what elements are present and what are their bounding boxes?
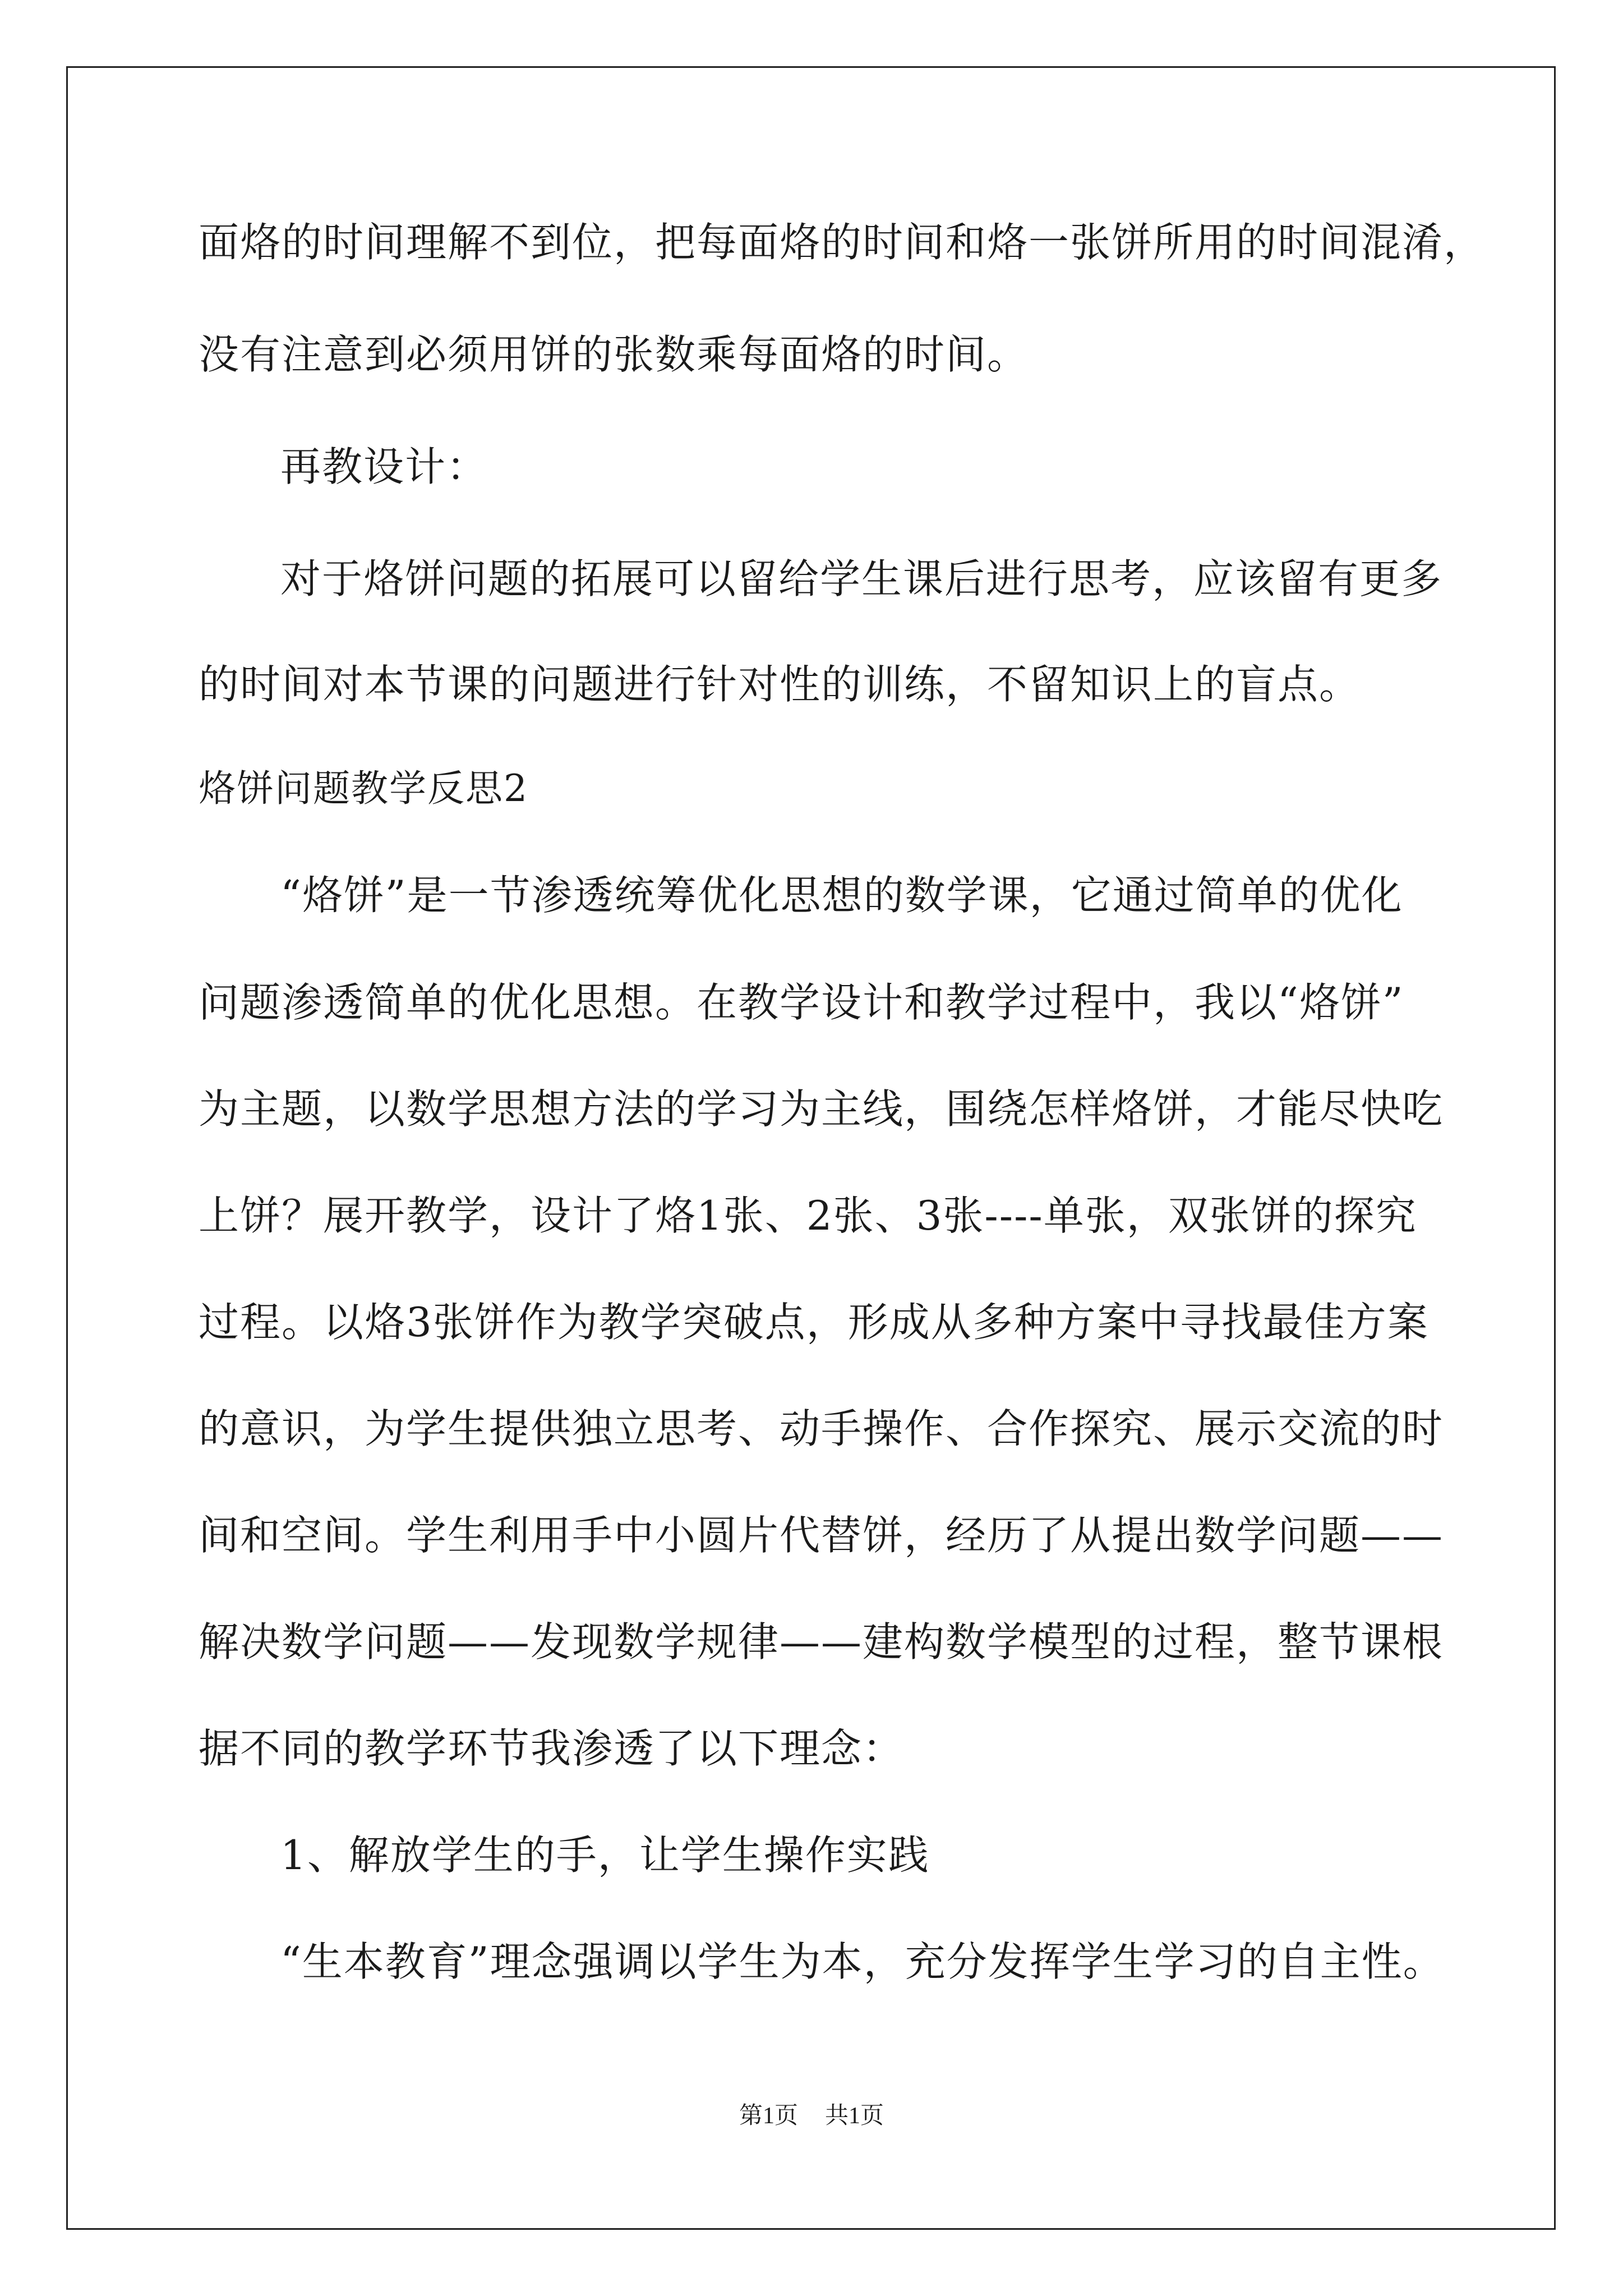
page-border <box>66 66 1556 2230</box>
body-text-line: “生本教育”理念强调以学生为本，充分发挥学生学习的自主性。 <box>280 1938 1445 1985</box>
body-text-line: 解决数学问题——发现数学规律——建构数学模型的过程，整节课根 <box>199 1618 1444 1665</box>
body-text-line: 没有注意到必须用饼的张数乘每面烙的时间。 <box>199 331 1029 378</box>
body-text-line: 问题渗透简单的优化思想。在教学设计和教学过程中，我以“烙饼” <box>199 979 1404 1026</box>
section-heading: 烙饼问题教学反思2 <box>199 767 528 810</box>
body-text-line: 对于烙饼问题的拓展可以留给学生课后进行思考，应该留有更多 <box>280 555 1443 602</box>
list-item-heading: 1、解放学生的手，让学生操作实践 <box>280 1832 930 1879</box>
section-label: 再教设计： <box>280 443 488 490</box>
body-text-line: 面烙的时间理解不到位，把每面烙的时间和烙一张饼所用的时间混淆， <box>199 219 1486 266</box>
page-footer <box>0 2099 1623 2133</box>
body-text-line: 据不同的教学环节我渗透了以下理念： <box>199 1725 905 1772</box>
body-text-line: 为主题，以数学思想方法的学习为主线，围绕怎样烙饼，才能尽快吃 <box>199 1085 1444 1133</box>
body-text-line: 过程。以烙3张饼作为教学突破点，形成从多种方案中寻找最佳方案 <box>199 1299 1429 1346</box>
page-total: 共1页 <box>825 2103 884 2129</box>
body-text-line: 间和空间。学生利用手中小圆片代替饼，经历了从提出数学问题—— <box>199 1512 1444 1559</box>
body-text-line: “烙饼”是一节渗透统筹优化思想的数学课，它通过简单的优化 <box>280 872 1403 919</box>
body-text-line: 的意识，为学生提供独立思考、动手操作、合作探究、展示交流的时 <box>199 1405 1444 1452</box>
body-text-line: 上饼？展开教学，设计了烙1张、2张、3张----单张，双张饼的探究 <box>199 1192 1417 1239</box>
page-number: 第1页 <box>739 2103 798 2129</box>
body-text-line: 的时间对本节课的问题进行针对性的训练，不留知识上的盲点。 <box>199 661 1361 708</box>
